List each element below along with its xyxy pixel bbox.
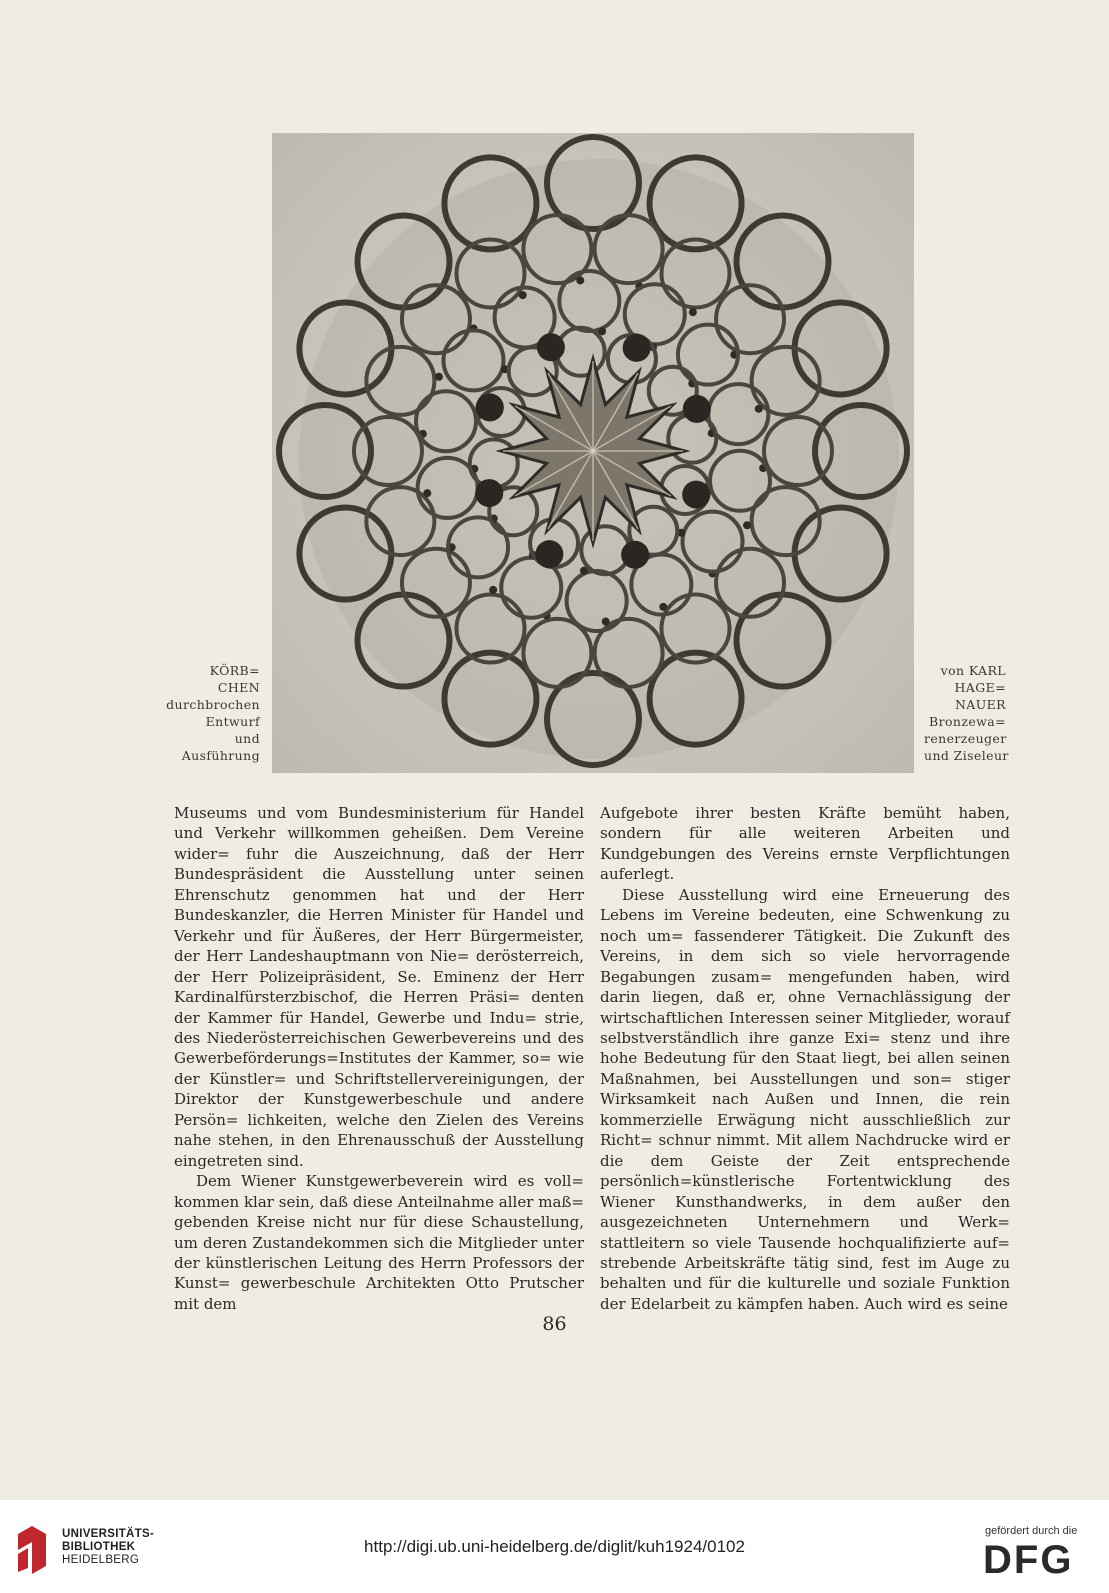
caption-left-line: KÖRB= <box>209 663 260 678</box>
dfg-logo: DFG <box>983 1538 1074 1582</box>
library-name-line: BIBLIOTHEK <box>62 1541 136 1553</box>
caption-left-line: Ausführung <box>181 748 260 763</box>
caption-left <box>140 662 260 764</box>
caption-left-line: und <box>234 731 260 746</box>
permalink-url[interactable]: http://digi.ub.uni-heidelberg.de/diglit/kuh1924/0102 <box>364 1537 745 1556</box>
caption-right <box>924 662 1009 764</box>
page-number: 86 <box>542 1313 567 1335</box>
caption-left-line: durchbrochen <box>166 697 260 712</box>
funding-note: gefördert durch die <box>985 1525 1078 1537</box>
caption-right-line: und Ziseleur <box>924 748 1009 763</box>
caption-right-line: NAUER <box>954 697 1006 712</box>
paragraph: Museums und vom Bundesministerium für Handel und Verkehr willkommen geheißen. Dem Vereine wider= fuhr die Auszeichnung, daß der Herr Bundespräsident die Ausstellung unter seinen Ehrenschutz genommen hat und der Herr Bundeskanzler, die Herren Minister für Handel und Verkehr und für Äußeres, der Herr Bürgermeister, der Herr Landeshauptmann von Nie= derösterreich, der Herr Polizeipräsident, Se. Eminenz der Herr Kardinalfürsterzbischof, die Herren Präsi= denten der Kammer für Handel, Gewerbe und Indu= strie, des Niederösterreichischen Gewerbevereins und des Gewerbeförderungs=Institutes der Kammer, so= wie der Künstler= und Schriftstellervereinigungen, der Direktor der Kunstgewerbeschule und andere Persön= lichkeiten, welche den Zielen des Vereins nahe stehen, in den Ehrenausschuß der Ausstellung eingetreten sind. <box>174 804 584 1170</box>
caption-right-line: HAGE= <box>954 680 1006 695</box>
library-name-line: UNIVERSITÄTS- <box>62 1528 155 1540</box>
caption-left-line: CHEN <box>217 680 260 695</box>
digitization-footer <box>0 1500 1109 1593</box>
paragraph: Aufgebote ihrer besten Kräfte bemüht haben, sondern für alle weiteren Arbeiten und Kundgebungen des Vereins ernste Verpflichtungen auferlegt. <box>600 804 1010 884</box>
caption-right-line: renerzeuger <box>924 731 1007 746</box>
caption-right-line: von KARL <box>940 663 1006 678</box>
basket-photograph <box>272 133 914 773</box>
paragraph: Diese Ausstellung wird eine Erneuerung des Lebens im Vereine bedeuten, eine Schwenkung zu noch um= fassenderer Tätigkeit. Die Zukunft des Vereins, in dem sich so viele hervorragende Begabungen zusam= mengefunden haben, wird darin liegen, daß er, ohne Vernachlässigung der wirtschaftlichen Interessen seiner Mitglieder, worauf selbstverständlich ihre ganze Exi= stenz und ihre hohe Bedeutung für den Staat liegt, bei allen seinen Maßnahmen, bei Ausstellungen und son= stiger Wirksamkeit nach Außen und Innen, die rein kommerzielle Erwägung nicht ausschließlich zur Richt= schnur nimmt. Mit allem Nachdrucke wird er die dem Geiste der Zeit entsprechende persönlich=künstlerische Fortentwicklung des Wiener Kunsthandwerks, in dem außer den ausgezeichneten Unternehmern und Werk= stattleitern so viele Tausende hochqualifizierte auf= strebende Arbeitskräfte tätig sind, fest im Auge zu behalten und für die kulturelle und soziale Funktion der Edelarbeit zu kämpfen haben. Auch wird es seine <box>600 885 1010 1313</box>
text-column-right <box>600 803 1010 1314</box>
caption-left-line: Entwurf <box>205 714 260 729</box>
library-name-line: HEIDELBERG <box>62 1554 140 1566</box>
paragraph: Dem Wiener Kunstgewerbeverein wird es voll= kommen klar sein, daß diese Anteilnahme aller maß= gebenden Kreise nicht nur für diese Schaustellung, um deren Zustandekommen sich die Mitglieder unter der künstlerischen Leitung des Herrn Professors der Kunst= gewerbeschule Architekten Otto Prutscher mit dem <box>174 1172 584 1313</box>
text-column-left <box>174 803 584 1314</box>
pierced-basket-illustration <box>272 133 914 773</box>
caption-right-line: Bronzewa= <box>929 714 1006 729</box>
